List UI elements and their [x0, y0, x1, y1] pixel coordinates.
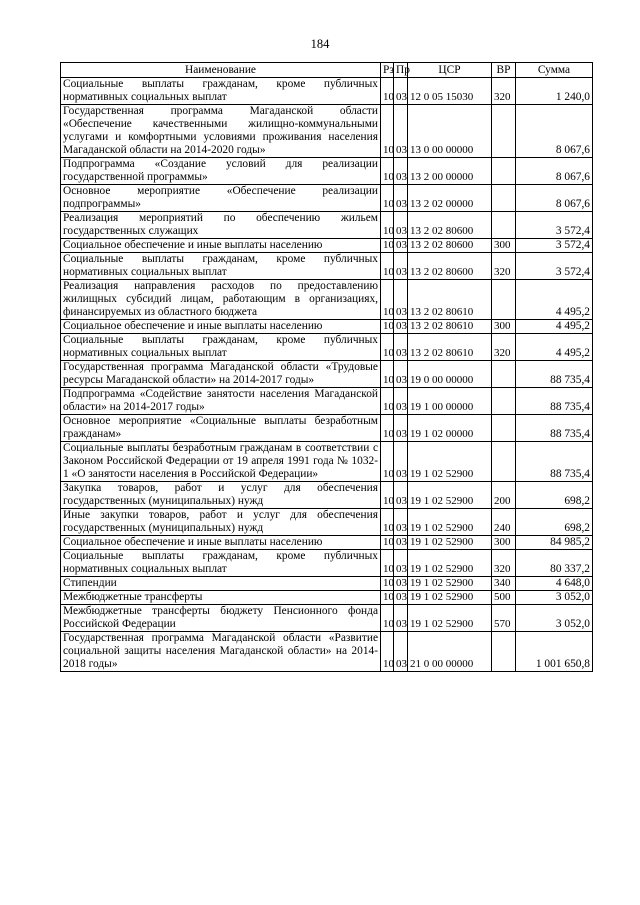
row-csr: 19 1 02 52900 [408, 509, 492, 536]
row-csr: 19 0 00 00000 [408, 361, 492, 388]
row-sum: 3 572,4 [516, 239, 593, 253]
row-rz: 10 [381, 442, 394, 482]
row-name: Основное мероприятие «Социальные выплаты безработным гражданам» [61, 415, 381, 442]
row-vr: 300 [492, 536, 516, 550]
row-sum: 8 067,6 [516, 185, 593, 212]
row-vr [492, 442, 516, 482]
row-vr: 240 [492, 509, 516, 536]
row-csr: 13 2 02 80600 [408, 212, 492, 239]
table-row [61, 591, 593, 605]
row-sum: 80 337,2 [516, 550, 593, 577]
row-sum: 4 495,2 [516, 280, 593, 320]
row-sum: 1 001 650,8 [516, 632, 593, 672]
row-sum: 698,2 [516, 482, 593, 509]
table-row [61, 632, 593, 672]
row-pr: 03 [394, 212, 408, 239]
row-sum: 3 572,4 [516, 253, 593, 280]
row-rz: 10 [381, 361, 394, 388]
row-pr: 03 [394, 361, 408, 388]
row-csr: 19 1 00 00000 [408, 388, 492, 415]
row-rz: 10 [381, 78, 394, 105]
header-vr: ВР [492, 63, 516, 78]
table-row [61, 280, 593, 320]
row-name: Социальные выплаты гражданам, кроме публичных нормативных социальных выплат [61, 253, 381, 280]
row-csr: 19 1 02 52900 [408, 482, 492, 509]
table-row [61, 415, 593, 442]
row-vr [492, 415, 516, 442]
row-name: Социальные выплаты гражданам, кроме публичных нормативных социальных выплат [61, 550, 381, 577]
row-rz: 10 [381, 212, 394, 239]
row-sum: 88 735,4 [516, 442, 593, 482]
table-row [61, 482, 593, 509]
table-row [61, 334, 593, 361]
header-sum: Сумма [516, 63, 593, 78]
row-rz: 10 [381, 550, 394, 577]
row-rz: 10 [381, 577, 394, 591]
row-pr: 03 [394, 605, 408, 632]
row-rz: 10 [381, 105, 394, 158]
row-rz: 10 [381, 388, 394, 415]
row-vr: 300 [492, 320, 516, 334]
row-vr [492, 388, 516, 415]
row-sum: 1 240,0 [516, 78, 593, 105]
row-sum: 84 985,2 [516, 536, 593, 550]
row-sum: 8 067,6 [516, 105, 593, 158]
row-sum: 698,2 [516, 509, 593, 536]
row-name: Реализация направления расходов по предоставлению жилищных субсидий лицам, работающим в организациях, финансируемых из областного бюджета [61, 280, 381, 320]
row-vr [492, 280, 516, 320]
row-rz: 10 [381, 158, 394, 185]
row-rz: 10 [381, 632, 394, 672]
row-vr: 200 [492, 482, 516, 509]
row-rz: 10 [381, 239, 394, 253]
table-row [61, 212, 593, 239]
row-name: Государственная программа Магаданской области «Обеспечение качественными жилищно-коммунальными услугами и комфортными условиями проживания населения Магаданской области на 2014-2020 годы» [61, 105, 381, 158]
row-pr: 03 [394, 442, 408, 482]
row-vr: 320 [492, 550, 516, 577]
row-vr: 320 [492, 253, 516, 280]
row-csr: 13 2 02 80610 [408, 334, 492, 361]
row-name: Социальное обеспечение и иные выплаты населению [61, 239, 381, 253]
row-sum: 4 495,2 [516, 334, 593, 361]
row-sum: 88 735,4 [516, 415, 593, 442]
row-vr: 340 [492, 577, 516, 591]
row-name: Подпрограмма «Создание условий для реализации государственной программы» [61, 158, 381, 185]
row-pr: 03 [394, 334, 408, 361]
row-csr: 13 0 00 00000 [408, 105, 492, 158]
row-pr: 03 [394, 536, 408, 550]
table-row [61, 253, 593, 280]
page-number: 184 [310, 37, 330, 51]
row-csr: 13 2 02 80600 [408, 239, 492, 253]
table-row [61, 550, 593, 577]
row-rz: 10 [381, 334, 394, 361]
row-name: Межбюджетные трансферты бюджету Пенсионного фонда Российской Федерации [61, 605, 381, 632]
row-sum: 4 648,0 [516, 577, 593, 591]
row-rz: 10 [381, 415, 394, 442]
row-name: Стипендии [61, 577, 381, 591]
row-pr: 03 [394, 105, 408, 158]
row-csr: 13 2 02 80600 [408, 253, 492, 280]
row-vr [492, 361, 516, 388]
table-row [61, 105, 593, 158]
table-header-row [61, 63, 593, 78]
row-rz: 10 [381, 185, 394, 212]
header-rz: Рз [381, 63, 394, 78]
row-vr: 320 [492, 334, 516, 361]
row-vr: 500 [492, 591, 516, 605]
row-csr: 13 2 02 80610 [408, 320, 492, 334]
row-csr: 13 2 02 80610 [408, 280, 492, 320]
table-row [61, 78, 593, 105]
row-name: Закупка товаров, работ и услуг для обеспечения государственных (муниципальных) нужд [61, 482, 381, 509]
row-csr: 21 0 00 00000 [408, 632, 492, 672]
row-rz: 10 [381, 280, 394, 320]
row-name: Социальные выплаты гражданам, кроме публичных нормативных социальных выплат [61, 334, 381, 361]
row-name: Межбюджетные трансферты [61, 591, 381, 605]
header-name: Наименование [61, 63, 381, 78]
row-name: Социальные выплаты гражданам, кроме публичных нормативных социальных выплат [61, 78, 381, 105]
row-csr: 13 2 02 00000 [408, 185, 492, 212]
row-name: Подпрограмма «Содействие занятости населения Магаданской области» на 2014-2017 годы» [61, 388, 381, 415]
row-rz: 10 [381, 320, 394, 334]
row-pr: 03 [394, 388, 408, 415]
table-row [61, 605, 593, 632]
row-rz: 10 [381, 482, 394, 509]
header-pr: Пр [394, 63, 408, 78]
table-row [61, 577, 593, 591]
row-rz: 10 [381, 509, 394, 536]
row-csr: 13 2 00 00000 [408, 158, 492, 185]
table-row [61, 320, 593, 334]
table-row [61, 509, 593, 536]
row-name: Реализация мероприятий по обеспечению жильем государственных служащих [61, 212, 381, 239]
row-vr [492, 185, 516, 212]
row-sum: 4 495,2 [516, 320, 593, 334]
row-csr: 19 1 02 00000 [408, 415, 492, 442]
row-vr: 300 [492, 239, 516, 253]
table-row [61, 388, 593, 415]
row-vr: 320 [492, 78, 516, 105]
row-rz: 10 [381, 253, 394, 280]
row-csr: 19 1 02 52900 [408, 577, 492, 591]
row-rz: 10 [381, 591, 394, 605]
row-sum: 88 735,4 [516, 361, 593, 388]
row-sum: 3 572,4 [516, 212, 593, 239]
table-row [61, 442, 593, 482]
row-pr: 03 [394, 253, 408, 280]
row-name: Социальное обеспечение и иные выплаты населению [61, 536, 381, 550]
row-name: Социальные выплаты безработным гражданам в соответствии с Законом Российской Федерации от 19 апреля 1991 года № 1032-1 «О занятости населения в Российской Федерации» [61, 442, 381, 482]
row-csr: 19 1 02 52900 [408, 536, 492, 550]
row-sum: 8 067,6 [516, 158, 593, 185]
row-sum: 3 052,0 [516, 591, 593, 605]
row-pr: 03 [394, 280, 408, 320]
table-row [61, 536, 593, 550]
row-name: Государственная программа Магаданской области «Трудовые ресурсы Магаданской области» на 2014-2017 годы» [61, 361, 381, 388]
row-pr: 03 [394, 78, 408, 105]
table-row [61, 158, 593, 185]
row-pr: 03 [394, 632, 408, 672]
row-vr [492, 632, 516, 672]
row-name: Основное мероприятие «Обеспечение реализации подпрограммы» [61, 185, 381, 212]
row-pr: 03 [394, 320, 408, 334]
header-csr: ЦСР [408, 63, 492, 78]
row-pr: 03 [394, 591, 408, 605]
row-rz: 10 [381, 605, 394, 632]
row-csr: 19 1 02 52900 [408, 550, 492, 577]
table-row [61, 239, 593, 253]
row-pr: 03 [394, 509, 408, 536]
row-sum: 88 735,4 [516, 388, 593, 415]
table-row [61, 361, 593, 388]
row-csr: 19 1 02 52900 [408, 605, 492, 632]
row-pr: 03 [394, 239, 408, 253]
row-name: Социальное обеспечение и иные выплаты населению [61, 320, 381, 334]
row-rz: 10 [381, 536, 394, 550]
row-pr: 03 [394, 158, 408, 185]
row-vr [492, 105, 516, 158]
table-row [61, 185, 593, 212]
row-csr: 12 0 05 15030 [408, 78, 492, 105]
row-pr: 03 [394, 577, 408, 591]
row-pr: 03 [394, 550, 408, 577]
row-vr: 570 [492, 605, 516, 632]
row-csr: 19 1 02 52900 [408, 591, 492, 605]
row-pr: 03 [394, 482, 408, 509]
row-name: Государственная программа Магаданской области «Развитие социальной защиты населения Магаданской области» на 2014-2018 годы» [61, 632, 381, 672]
row-csr: 19 1 02 52900 [408, 442, 492, 482]
row-vr [492, 158, 516, 185]
budget-table [60, 62, 593, 672]
row-pr: 03 [394, 415, 408, 442]
row-vr [492, 212, 516, 239]
row-name: Иные закупки товаров, работ и услуг для обеспечения государственных (муниципальных) нужд [61, 509, 381, 536]
row-pr: 03 [394, 185, 408, 212]
row-sum: 3 052,0 [516, 605, 593, 632]
